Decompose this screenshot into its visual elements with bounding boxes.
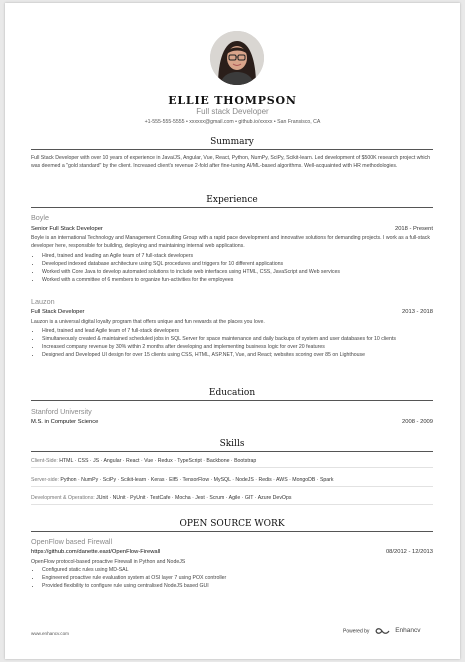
job-title: Full Stack Developer	[31, 309, 85, 315]
skill-row	[31, 458, 433, 468]
list-item: • Hired, trained and leading an Agile team of 7 full-stack developers	[41, 253, 441, 261]
brand-name: Enhancv	[395, 627, 421, 635]
job-title-row	[31, 226, 433, 232]
job-bullets	[31, 253, 441, 285]
section-title-education: Education	[31, 388, 433, 401]
skill-row	[31, 495, 433, 505]
project-description: OpenFlow protocol-based proactive Firewall in Python and NodeJS	[31, 559, 186, 565]
skill-items: HTML · CSS · JS · Angular · React · Vue · Redux · TypeScript · Backbone · Bootstrap	[57, 458, 257, 464]
list-item: • Provided flexibility to configure rule using centralised NodeJS based GUI	[41, 583, 441, 591]
powered-by-label: Powered by	[343, 628, 370, 635]
skill-items: JUnit · NUnit · PyUnit · TestCafe · Mocha · Jest · Scrum · Agile · GIT · Azure DevOps	[94, 495, 292, 501]
skill-items: Python · NumPy · SciPy · Scikit-learn · Keras · Elf5 · TensorFlow · MySQL · NodeJS · Redis · AWS · MongoDB · Spark	[58, 477, 334, 483]
skill-label: Client-Side:	[31, 458, 58, 464]
skill-label: Server-side:	[31, 477, 59, 483]
resume-page	[5, 3, 460, 659]
job-dates: 2013 - 2018	[402, 309, 433, 315]
candidate-name: ELLIE THOMPSON	[168, 94, 297, 107]
company-name: Lauzon	[31, 297, 55, 306]
footer-url[interactable]: www.enhancv.com	[31, 631, 69, 636]
job-title-row	[31, 309, 433, 315]
footer-branding[interactable]	[343, 627, 420, 635]
degree: M.S. in Computer Science	[31, 419, 99, 425]
candidate-role: Full stack Developer	[196, 107, 269, 116]
list-item: • Configured static rules using MD-SAL	[41, 567, 441, 575]
list-item: • Designed and Developed UI design for over 15 clients using CSS, HTML, ASP.NET, Vue, and React; websites scoring over 85 on Lighthouse	[41, 352, 441, 360]
project-name: OpenFlow based Firewall	[31, 537, 113, 546]
skill-row	[31, 477, 433, 487]
section-title-experience: Experience	[31, 195, 433, 208]
job-dates: 2018 - Present	[394, 226, 433, 232]
list-item: • Simultaneously created & maintained scheduled jobs in SQL Server for space maintenance and daily backups of system and user databases for 10 clients	[41, 336, 441, 344]
contact-line: +1-555-555-5555 • xxxxxx@gmail.com • github.io/xxxxx • San Fransisco, CA	[144, 119, 321, 125]
section-title-skills: Skills	[31, 439, 433, 452]
list-item: • Developed indexed database architecture using SQL procedures and triggers for 10 different applications	[41, 261, 441, 269]
enhancv-logo-icon	[375, 627, 391, 635]
list-item: • Increased company revenue by 30% within 2 months after developing and implementing business logic for over 20 features	[41, 344, 441, 352]
project-row	[31, 549, 433, 555]
project-url[interactable]: https://github.com/danette.east/OpenFlow-Firewall	[31, 549, 161, 555]
job-bullets	[31, 328, 441, 360]
list-item: • Engineered proactive rule evaluation system at OSI layer 7 using POX controller	[41, 575, 441, 583]
section-title-open-source: OPEN SOURCE WORK	[31, 519, 433, 532]
education-dates: 2008 - 2009	[402, 419, 433, 425]
summary-text: Full Stack Developer with over 10 years of experience in Java/JS, Angular, Vue, React, Python, NumPy, SciPy, Scikit-learn. Led development of $500K research project which was deemed a "gold standard" by the client. Increased client's revenue 2-fold after fine-tuning AI/ML-based algorithms. Well-acquainted with HR methodologies.	[31, 155, 430, 170]
section-title-summary: Summary	[31, 137, 433, 150]
project-bullets	[31, 567, 441, 591]
company-description: Boyle is an international Technology and Management Consulting Group with a rapid pace development and innovative solutions for demanding projects. I work as a full-stack developer here, responsible for building, deploying and maintaining internal web applications.	[31, 235, 430, 250]
profile-photo	[210, 31, 264, 85]
company-description: Lauzon is a universal digital loyalty program that offers unique and fun rewards at the places you love.	[31, 319, 265, 325]
school-name: Stanford University	[31, 407, 92, 416]
degree-row	[31, 419, 433, 425]
list-item: • Worked with a committee of 6 members to organize fun-activities for the employees	[41, 277, 441, 285]
project-dates: 08/2012 - 12/2013	[385, 549, 433, 555]
job-title: Senior Full Stack Developer	[31, 226, 103, 232]
list-item: • Worked with Core Java to develop automated solutions to include web interfaces using HTML, CSS, JavaScript and Web services	[41, 269, 441, 277]
company-name: Boyle	[31, 213, 49, 222]
skill-label: Development & Operations:	[31, 495, 95, 501]
list-item: • Hired, trained and lead Agile team of 7 full-stack developers	[41, 328, 441, 336]
